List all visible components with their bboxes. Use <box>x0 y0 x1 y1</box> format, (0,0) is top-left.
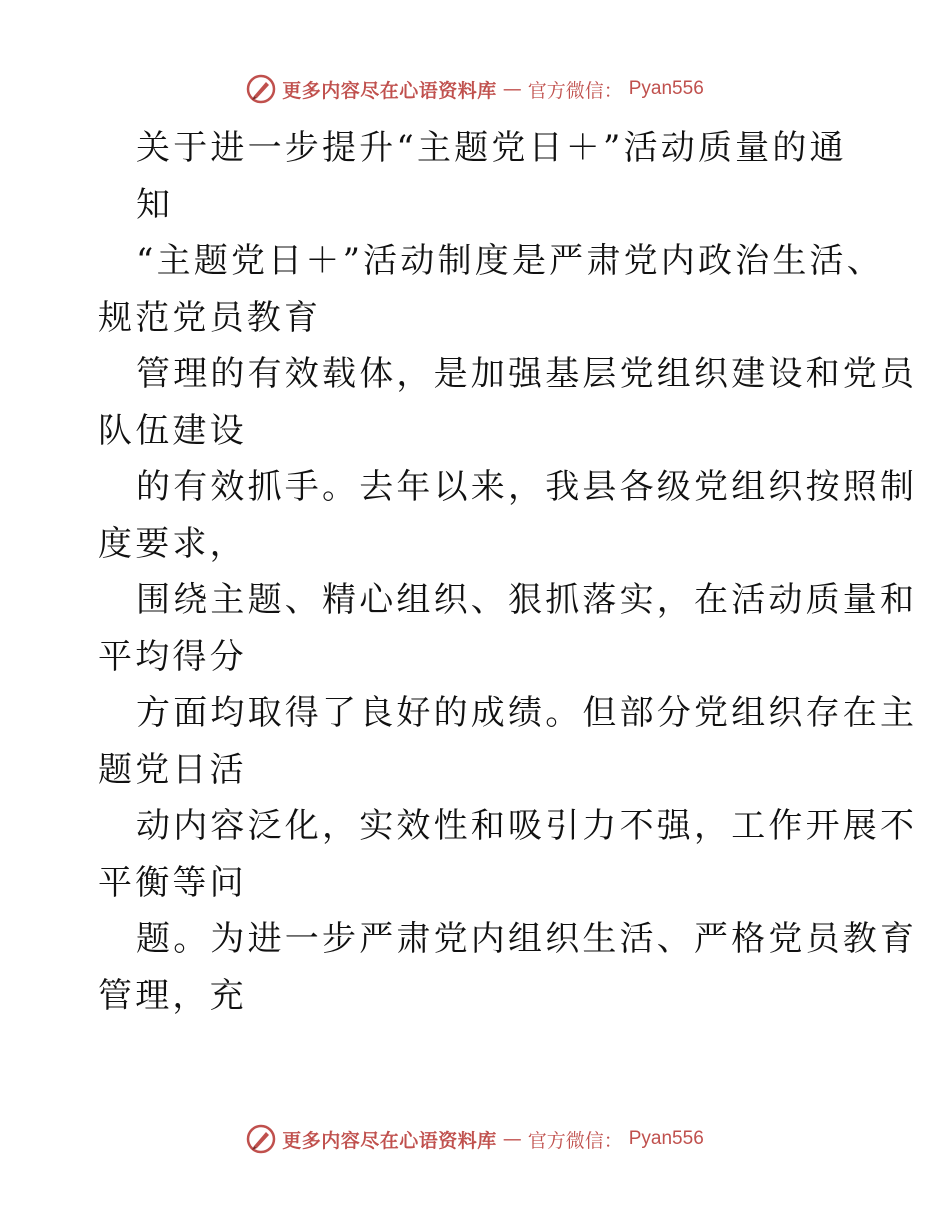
text-line: 平衡等问 <box>98 862 247 903</box>
watermark-dash: — <box>502 78 522 100</box>
text-line: 度要求， <box>98 523 247 564</box>
text-line: 平均得分 <box>98 636 247 677</box>
text-line: 题。为进一步严肃党内组织生活、严格党员教育 <box>136 919 918 959</box>
header-watermark <box>0 74 950 104</box>
watermark-account: Pyan556 <box>628 1128 704 1149</box>
text-line: 题党日活 <box>98 749 247 790</box>
text-line: 关于进一步提升“主题党日＋”活动质量的通 <box>136 128 847 168</box>
text-line: 的有效抓手。去年以来，我县各级党组织按照制 <box>136 467 918 507</box>
pen-logo-icon <box>246 74 276 104</box>
text-line: “主题党日＋”活动制度是严肃党内政治生活、 <box>136 241 884 281</box>
document-body <box>98 120 918 1024</box>
watermark-wechat-label: 官方微信： <box>527 1129 623 1152</box>
watermark-account: Pyan556 <box>628 78 704 99</box>
watermark-site-text: 更多内容尽在心语资料库 <box>282 1129 497 1152</box>
text-line: 动内容泛化，实效性和吸引力不强，工作开展不 <box>136 806 918 846</box>
footer-watermark <box>0 1124 950 1154</box>
text-line: 管理的有效载体，是加强基层党组织建设和党员 <box>136 354 918 394</box>
text-line: 围绕主题、精心组织、狠抓落实，在活动质量和 <box>136 580 918 620</box>
text-line: 方面均取得了良好的成绩。但部分党组织存在主 <box>136 693 918 733</box>
text-line: 管理，充 <box>98 975 247 1016</box>
text-line: 队伍建设 <box>98 410 247 451</box>
pen-logo-icon <box>246 1124 276 1154</box>
watermark-wechat-label: 官方微信： <box>527 79 623 102</box>
watermark-site-text: 更多内容尽在心语资料库 <box>282 79 497 102</box>
text-line: 知 <box>136 184 174 225</box>
watermark-dash: — <box>502 1128 522 1150</box>
text-line: 规范党员教育 <box>98 297 322 338</box>
